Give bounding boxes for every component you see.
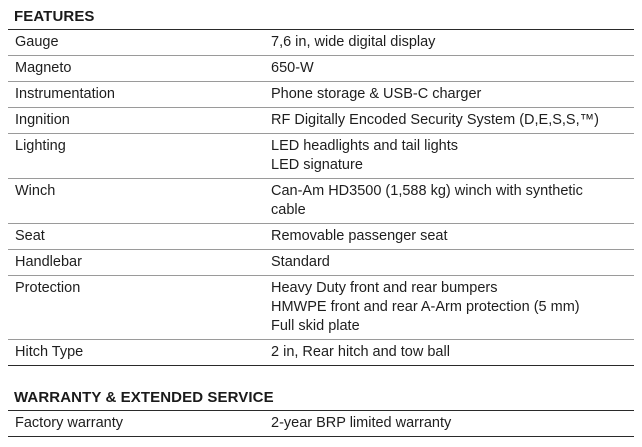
spec-value [264, 82, 634, 107]
spec-value [264, 179, 634, 223]
spec-row-magneto [8, 56, 634, 82]
spec-label: Ingnition [15, 112, 70, 128]
spec-label: Handlebar [15, 254, 82, 270]
spec-label: Factory warranty [15, 415, 123, 431]
spec-value [264, 224, 634, 249]
spec-label: Winch [15, 183, 56, 199]
spec-value [264, 56, 634, 81]
spec-value-line: 2-year BRP limited warranty [271, 415, 452, 431]
spec-value [264, 134, 634, 178]
warranty-table [8, 410, 634, 437]
spec-value [264, 411, 634, 436]
spec-row-lighting [8, 134, 634, 179]
spec-row-handlebar [8, 250, 634, 276]
spec-row-factory-warranty [8, 411, 634, 436]
spec-value [264, 250, 634, 275]
spec-value-line: RF Digitally Encoded Security System (D,E,S,S,™) [271, 112, 599, 128]
spec-value [264, 276, 634, 339]
warranty-heading: WARRANTY & EXTENDED SERVICE [14, 389, 274, 406]
spec-label: Lighting [15, 138, 66, 154]
spec-row-winch [8, 179, 634, 224]
spec-label: Hitch Type [15, 344, 84, 360]
spec-value-line: 650-W [271, 60, 314, 76]
spec-row-seat [8, 224, 634, 250]
spec-value [264, 30, 634, 55]
spec-value-line: Phone storage & USB-C charger [271, 86, 482, 102]
spec-value-line: HMWPE front and rear A-Arm protection (5 mm) [271, 299, 580, 315]
spec-value-line: Full skid plate [271, 318, 360, 334]
spec-label: Gauge [15, 34, 59, 50]
spec-label: Instrumentation [15, 86, 115, 102]
spec-sheet [8, 0, 634, 437]
spec-value-line: 2 in, Rear hitch and tow ball [271, 344, 450, 360]
spec-value-line: Heavy Duty front and rear bumpers [271, 280, 498, 296]
spec-row-hitch-type [8, 340, 634, 365]
spec-value-line: cable [271, 202, 306, 218]
spec-row-instrumentation [8, 82, 634, 108]
spec-label: Protection [15, 280, 81, 296]
spec-value-line: Standard [271, 254, 330, 270]
spec-row-gauge [8, 30, 634, 56]
spec-value-line: 7,6 in, wide digital display [271, 34, 436, 50]
spec-label: Seat [15, 228, 45, 244]
spec-row-protection [8, 276, 634, 340]
spec-label: Magneto [15, 60, 72, 76]
spec-value [264, 340, 634, 365]
features-table [8, 29, 634, 366]
spec-value-line: Removable passenger seat [271, 228, 448, 244]
spec-value-line: Can-Am HD3500 (1,588 kg) winch with synthetic [271, 183, 583, 199]
features-heading: FEATURES [14, 8, 95, 25]
spec-value-line: LED headlights and tail lights [271, 138, 459, 154]
spec-value [264, 108, 634, 133]
spec-value-line: LED signature [271, 157, 363, 173]
spec-row-ingnition [8, 108, 634, 134]
